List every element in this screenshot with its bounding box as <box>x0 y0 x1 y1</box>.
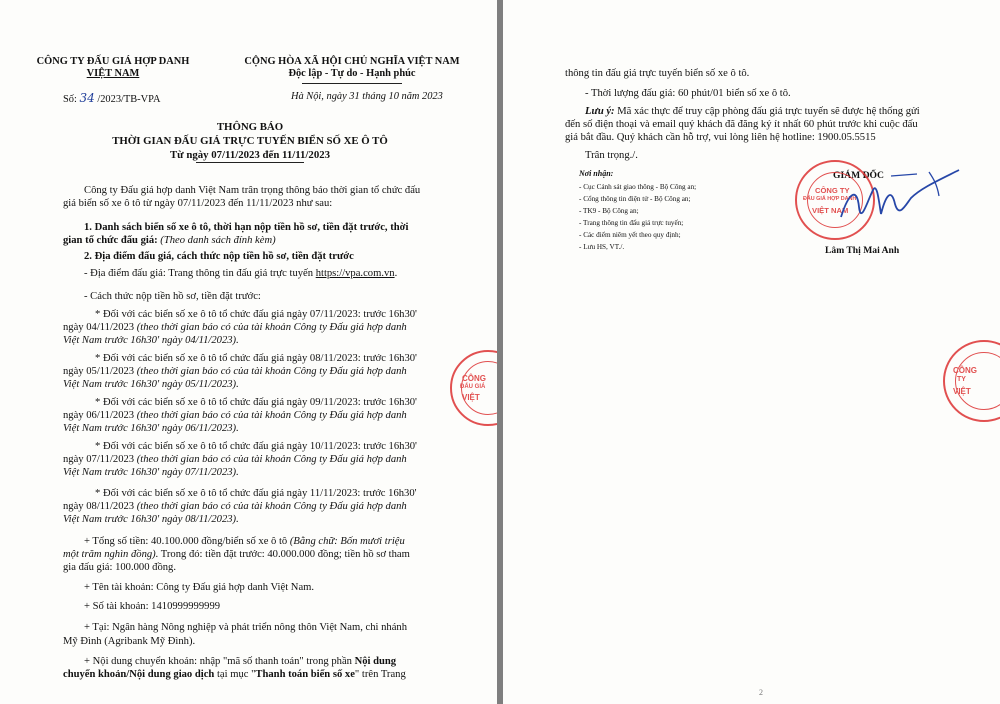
title-underline <box>196 162 304 163</box>
total-line-3: gia đấu giá: 100.000 đồng. <box>63 562 176 573</box>
recipient-item: - Lưu HS, VT./. <box>579 243 625 251</box>
intro-line-1: Công ty Đấu giá hợp danh Việt Nam trân trọng thông báo thời gian tổ chức đấu <box>84 185 421 196</box>
bank-line-2: Mỹ Đình (Agribank Mỹ Đình). <box>63 636 196 647</box>
bullet-5-line-3: Việt Nam trước 16h30' ngày 08/11/2023). <box>63 514 239 525</box>
bullet-5-line-2: ngày 08/11/2023 (theo thời gian báo có của tài khoản Công ty Đấu giá hợp danh <box>63 501 407 512</box>
continuation-line: thông tin đấu giá trực tuyến biển số xe ô tô. <box>565 68 750 79</box>
regards: Trân trọng./. <box>585 150 638 161</box>
title-line-3: Từ ngày 07/11/2023 đến 11/11/2023 <box>169 149 331 161</box>
bullet-5-line-1: * Đối với các biển số xe ô tô tổ chức đấu giá ngày 11/11/2023: trước 16h30' <box>95 488 417 499</box>
company-seal-partial: CÔNG ĐẤU GIÁ VIỆT <box>450 350 497 426</box>
bullet-4-line-2: ngày 07/11/2023 (theo thời gian báo có của tài khoản Công ty Đấu giá hợp danh <box>63 454 407 465</box>
bullet-3-line-1: * Đối với các biển số xe ô tô tổ chức đấu giá ngày 09/11/2023: trước 16h30' <box>95 397 417 408</box>
document-page-2 <box>503 0 1000 704</box>
note-line-3: giá bắt đầu. Quý khách cần hỗ trợ, vui lòng liên hệ hotline: 1900.05.5515 <box>565 132 876 143</box>
org-name <box>28 56 198 79</box>
transfer-content-line-2: chuyển khoản/Nội dung giao dịch tại mục "Thanh toán biển số xe" trên Trang <box>63 669 406 680</box>
page-number: 2 <box>759 688 763 697</box>
recipient-item: - TK9 - Bộ Công an; <box>579 207 639 215</box>
bullet-2-line-3: Việt Nam trước 16h30' ngày 05/11/2023). <box>63 379 239 390</box>
section-2-heading: 2. Địa điểm đấu giá, cách thức nộp tiền hồ sơ, tiền đặt trước <box>84 251 354 262</box>
recipient-item: - Cục Cảnh sát giao thông - Bộ Công an; <box>579 183 697 191</box>
venue-link[interactable]: https://vpa.com.vn <box>315 268 395 279</box>
recipients-label: Nơi nhận: <box>579 169 614 178</box>
bullet-1-line-3: Việt Nam trước 16h30' ngày 04/11/2023). <box>63 335 239 346</box>
total-line-2: một trăm nghìn đồng). Trong đó: tiền đặt trước: 40.000.000 đồng; tiền hồ sơ tham <box>63 549 410 560</box>
nation-line-1: CỘNG HÒA XÃ HỘI CHỦ NGHĨA VIỆT NAM <box>244 56 460 67</box>
bullet-1-line-1: * Đối với các biển số xe ô tô tổ chức đấu giá ngày 07/11/2023: trước 16h30' <box>95 309 417 320</box>
title-line-2: THỜI GIAN ĐẤU GIÁ TRỰC TUYẾN BIỂN SỐ XE Ô TÔ <box>112 135 388 147</box>
title-line-1: THÔNG BÁO <box>216 121 284 133</box>
document-page-1 <box>0 0 497 704</box>
intro-line-2: giá biển số xe ô tô từ ngày 07/11/2023 đến 11/11/2023 như sau: <box>63 198 333 209</box>
document-title <box>40 120 460 162</box>
org-line-2: VIỆT NAM <box>86 68 140 79</box>
section-1-heading: 1. Danh sách biển số xe ô tô, thời hạn nộp tiền hồ sơ, tiền đặt trước, thời <box>84 222 409 233</box>
bullet-2-line-1: * Đối với các biển số xe ô tô tổ chức đấu giá ngày 08/11/2023: trước 16h30' <box>95 353 417 364</box>
national-header <box>222 56 482 79</box>
director-name: Lâm Thị Mai Anh <box>825 245 900 256</box>
place-date: Hà Nội, ngày 31 tháng 10 năm 2023 <box>291 91 443 102</box>
bullet-4-line-1: * Đối với các biển số xe ô tô tổ chức đấu giá ngày 10/11/2023: trước 16h30' <box>95 441 417 452</box>
method-label: - Cách thức nộp tiền hồ sơ, tiền đặt trước: <box>84 291 261 302</box>
account-name: + Tên tài khoản: Công ty Đấu giá hợp danh Việt Nam. <box>84 582 315 593</box>
company-seal: CÔNG TY ĐẤU GIÁ HỢP DANH VIỆT NAM <box>795 160 875 240</box>
bank-line-1: + Tại: Ngân hàng Nông nghiệp và phát triển nông thôn Việt Nam, chi nhánh <box>84 622 407 633</box>
venue-line: - Địa điểm đấu giá: Trang thông tin đấu giá trực tuyến https://vpa.com.vn. <box>84 268 398 279</box>
nation-motto: Độc lập - Tự do - Hạnh phúc <box>288 68 416 79</box>
bullet-3-line-3: Việt Nam trước 16h30' ngày 06/11/2023). <box>63 423 239 434</box>
note-line-1: Lưu ý: Mã xác thực để truy cập phòng đấu giá trực tuyến sẽ được hệ thống gửi <box>585 106 920 117</box>
recipient-item: - Các điểm niêm yết theo quy định; <box>579 231 681 239</box>
section-1-heading-cont: gian tổ chức đấu giá: (Theo danh sách đính kèm) <box>63 235 276 246</box>
note-line-2: đến số điện thoại và email quý khách đã đăng ký ít nhất 60 phút trước khi cuộc đấu <box>565 119 918 130</box>
recipient-item: - Trang thông tin đấu giá trực tuyến; <box>579 219 684 227</box>
bullet-3-line-2: ngày 06/11/2023 (theo thời gian báo có của tài khoản Công ty Đấu giá hợp danh <box>63 410 407 421</box>
director-signature <box>821 162 971 242</box>
account-number: + Số tài khoản: 1410999999999 <box>84 601 221 612</box>
duration-line: - Thời lượng đấu giá: 60 phút/01 biển số xe ô tô. <box>585 88 791 99</box>
document-number: Số: 34 /2023/TB-VPA <box>63 91 161 105</box>
motto-underline <box>302 83 402 84</box>
bullet-4-line-3: Việt Nam trước 16h30' ngày 07/11/2023). <box>63 467 239 478</box>
recipient-item: - Cổng thông tin điện tử - Bộ Công an; <box>579 195 691 203</box>
director-title: GIÁM ĐỐC <box>833 170 884 181</box>
company-seal-partial-2: CÔNG TY VIỆT <box>943 340 1000 422</box>
org-line-1: CÔNG TY ĐẤU GIÁ HỢP DANH <box>36 56 190 67</box>
total-line-1: + Tổng số tiền: 40.100.000 đồng/biển số xe ô tô (Bằng chữ: Bốn mươi triệu <box>84 536 405 547</box>
transfer-content-line-1: + Nội dung chuyển khoản: nhập "mã số thanh toán" trong phần Nội dung <box>84 656 397 667</box>
bullet-2-line-2: ngày 05/11/2023 (theo thời gian báo có của tài khoản Công ty Đấu giá hợp danh <box>63 366 407 377</box>
bullet-1-line-2: ngày 04/11/2023 (theo thời gian báo có của tài khoản Công ty Đấu giá hợp danh <box>63 322 407 333</box>
handwritten-number: 34 <box>79 91 95 105</box>
